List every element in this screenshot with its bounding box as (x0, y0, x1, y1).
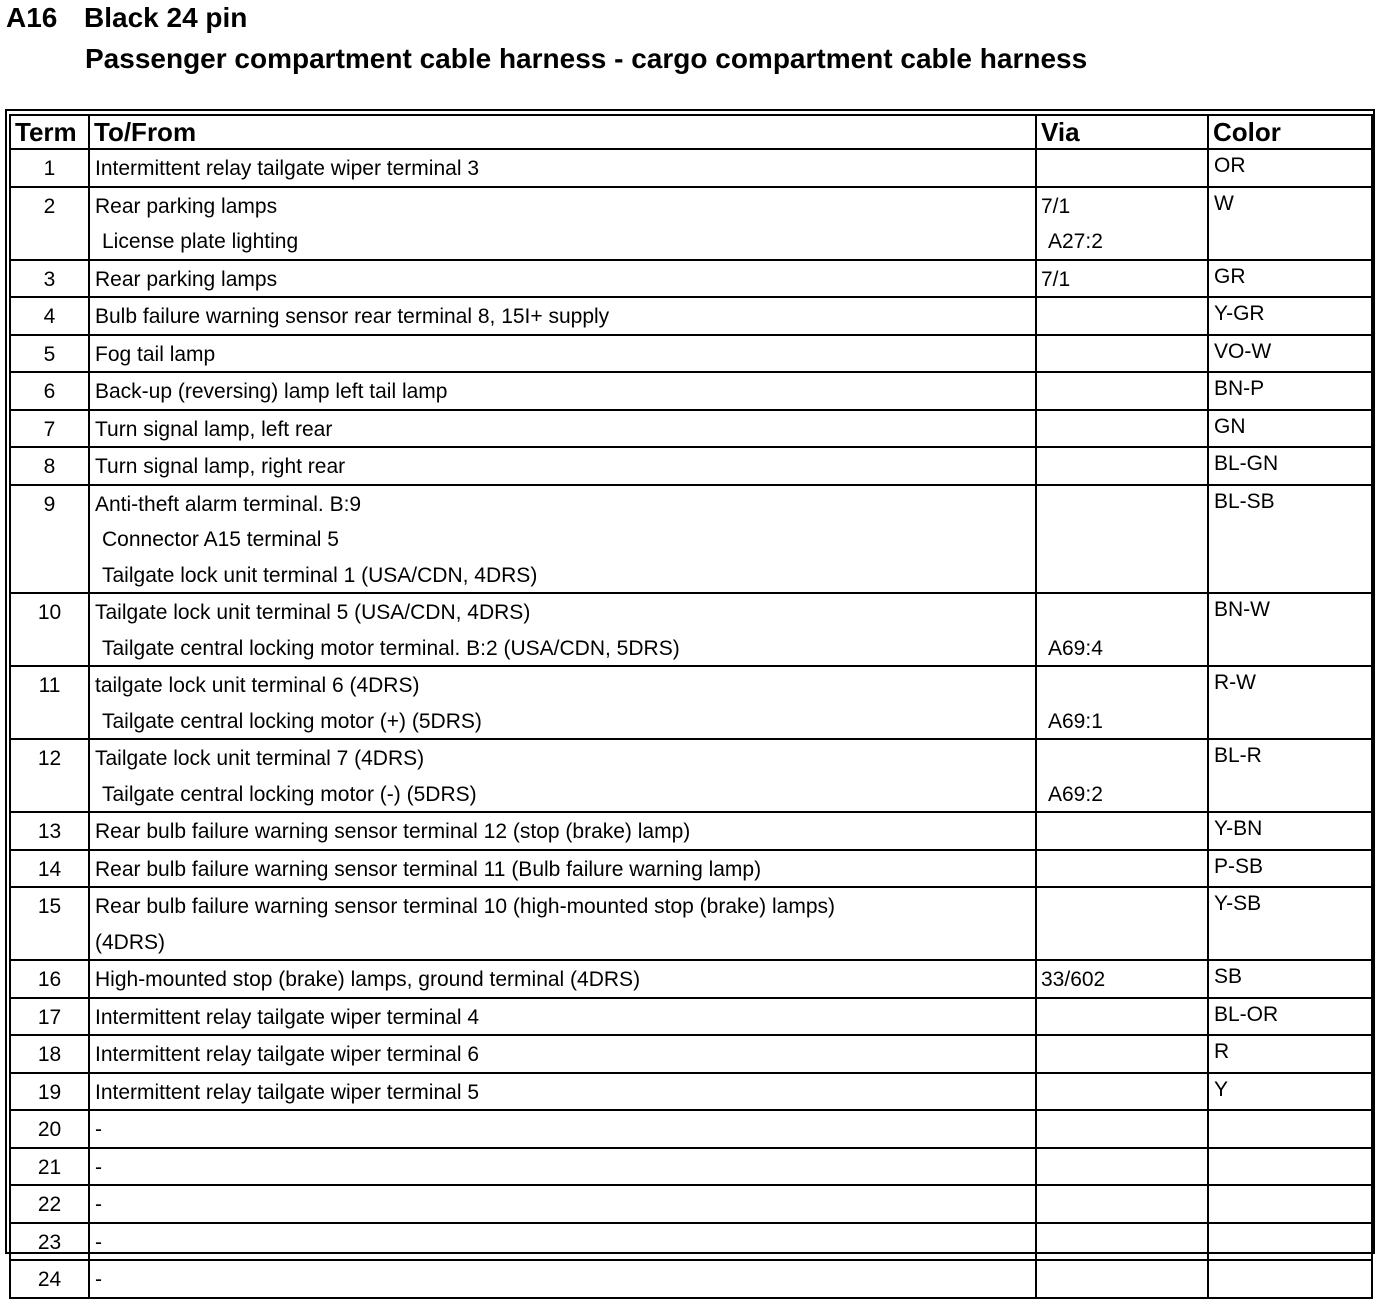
via-cell (1036, 1110, 1208, 1148)
via-cell (1036, 850, 1208, 888)
wire-color-code: BL-GN (1214, 452, 1279, 475)
term-cell (10, 410, 89, 448)
wire-color-code: BN-W (1214, 598, 1270, 621)
term-cell (10, 666, 89, 739)
to-from-text: Connector A15 terminal 5 (102, 528, 339, 551)
to-from-text: High-mounted stop (brake) lamps, ground terminal (4DRS) (95, 968, 641, 991)
table-row (10, 260, 1372, 298)
via-text (1037, 999, 1207, 1035)
wire-color-code (1209, 1261, 1371, 1297)
term-cell (10, 1148, 89, 1186)
via-text (1037, 888, 1207, 924)
via-cell (1036, 260, 1208, 298)
to-from-cell (89, 1073, 1036, 1111)
connector-description: Black 24 pin (84, 2, 248, 33)
term-number: 24 (37, 1268, 62, 1291)
table-row (10, 187, 1372, 260)
column-header-color: Color (1208, 115, 1372, 149)
table-row (10, 297, 1372, 335)
to-from-cell (89, 960, 1036, 998)
wire-color-code: R-W (1214, 671, 1256, 694)
via-text (1037, 411, 1207, 447)
via-text (1037, 486, 1207, 522)
table-row (10, 739, 1372, 812)
table-header-row (10, 115, 1372, 149)
wire-color-code (1209, 1111, 1371, 1147)
to-from-text: Intermittent relay tailgate wiper terminal 5 (95, 1080, 479, 1104)
wire-color-code: Y-BN (1214, 817, 1263, 840)
wire-color-cell (1208, 593, 1372, 666)
to-from-cell (89, 149, 1036, 187)
wire-color-code: BL-SB (1214, 489, 1275, 513)
via-text (1037, 1111, 1207, 1147)
to-from-text: Intermittent relay tailgate wiper terminal 4 (95, 1005, 479, 1029)
via-text (1037, 1261, 1207, 1297)
to-from-text: Intermittent relay tailgate wiper terminal 6 (95, 1043, 479, 1066)
wire-color-code: GR (1214, 264, 1246, 288)
wire-color-cell (1208, 1035, 1372, 1073)
wire-color-cell (1208, 960, 1372, 998)
via-cell (1036, 593, 1208, 666)
table-row (10, 998, 1372, 1036)
to-from-text: - (95, 1268, 102, 1291)
to-from-text: tailgate lock unit terminal 6 (4DRS) (95, 674, 420, 697)
term-number: 4 (43, 305, 56, 328)
via-text (1037, 740, 1207, 776)
to-from-cell (89, 850, 1036, 888)
to-from-text: Tailgate central locking motor (-) (5DRS) (102, 782, 477, 806)
term-cell (10, 998, 89, 1036)
term-cell (10, 850, 89, 888)
column-header-term: Term (10, 115, 89, 149)
term-number: 13 (37, 820, 62, 843)
term-cell (10, 372, 89, 410)
wire-color-cell (1208, 187, 1372, 260)
via-cell (1036, 297, 1208, 335)
to-from-text: - (95, 1230, 102, 1254)
wire-color-cell (1208, 887, 1372, 960)
table-row (10, 1035, 1372, 1073)
to-from-cell (89, 297, 1036, 335)
to-from-cell (89, 410, 1036, 448)
to-from-cell (89, 485, 1036, 594)
via-text (1037, 1224, 1207, 1260)
to-from-text: Rear parking lamps (95, 194, 278, 218)
via-cell (1036, 410, 1208, 448)
to-from-text: Back-up (reversing) lamp left tail lamp (95, 380, 448, 403)
wire-color-cell (1208, 739, 1372, 812)
via-text (1037, 1149, 1207, 1185)
via-cell (1036, 812, 1208, 850)
table-row (10, 812, 1372, 850)
term-cell (10, 260, 89, 298)
to-from-cell (89, 1185, 1036, 1223)
to-from-text: Rear bulb failure warning sensor terminal 11 (Bulb failure warning lamp) (95, 857, 762, 881)
via-cell (1036, 960, 1208, 998)
table-row (10, 1223, 1372, 1261)
term-number: 2 (43, 194, 56, 218)
term-number: 17 (37, 1005, 62, 1029)
to-from-text: Tailgate lock unit terminal 7 (4DRS) (95, 747, 425, 770)
via-cell (1036, 335, 1208, 373)
via-text (1037, 298, 1207, 334)
via-text (1037, 557, 1207, 593)
term-number: 18 (37, 1043, 62, 1066)
wire-color-code: SB (1214, 965, 1243, 988)
via-text (1037, 851, 1207, 887)
table-row (10, 410, 1372, 448)
table-row (10, 485, 1372, 594)
wire-color-code: R (1214, 1040, 1230, 1063)
table-row (10, 1148, 1372, 1186)
wire-color-cell (1208, 260, 1372, 298)
term-number: 3 (43, 267, 56, 291)
column-header-to-from: To/From (89, 115, 1036, 149)
term-cell (10, 812, 89, 850)
via-text: A69:1 (1048, 709, 1103, 733)
wire-color-cell (1208, 485, 1372, 594)
term-number: 19 (37, 1080, 62, 1104)
via-cell (1036, 1148, 1208, 1186)
term-cell (10, 887, 89, 960)
harness-title: Passenger compartment cable harness - cargo compartment cable harness (85, 43, 1088, 74)
wire-color-code (1209, 1224, 1371, 1260)
wire-color-cell (1208, 998, 1372, 1036)
term-number: 1 (43, 157, 56, 180)
column-header-via: Via (1036, 115, 1208, 149)
wire-color-code (1209, 1149, 1371, 1185)
via-text (1037, 521, 1207, 557)
pin-table (9, 114, 1373, 1299)
table-row (10, 850, 1372, 888)
to-from-text: Bulb failure warning sensor rear terminal 8, 15I+ supply (95, 305, 610, 328)
via-cell (1036, 447, 1208, 485)
via-text (1037, 1186, 1207, 1222)
wire-color-cell (1208, 335, 1372, 373)
wire-color-cell (1208, 1148, 1372, 1186)
wire-color-cell (1208, 1185, 1372, 1223)
term-number: 5 (43, 342, 56, 366)
wire-color-cell (1208, 297, 1372, 335)
via-text: 7/1 (1041, 267, 1071, 291)
to-from-text: Intermittent relay tailgate wiper terminal 3 (95, 157, 479, 180)
wire-color-code: GN (1214, 414, 1246, 438)
table-row (10, 1110, 1372, 1148)
to-from-cell (89, 998, 1036, 1036)
via-cell (1036, 372, 1208, 410)
term-number: 10 (37, 601, 62, 624)
to-from-text: Tailgate central locking motor terminal. B:2 (USA/CDN, 5DRS) (102, 636, 680, 660)
wire-color-cell (1208, 1223, 1372, 1261)
via-text (1037, 667, 1207, 703)
term-number: 21 (37, 1155, 62, 1179)
connector-heading (6, 2, 247, 34)
term-cell (10, 960, 89, 998)
term-number: 20 (37, 1118, 62, 1141)
wire-color-code: P-SB (1214, 854, 1264, 878)
term-cell (10, 1185, 89, 1223)
to-from-cell (89, 812, 1036, 850)
via-cell (1036, 149, 1208, 187)
wire-color-cell (1208, 372, 1372, 410)
wire-color-cell (1208, 850, 1372, 888)
to-from-cell (89, 1223, 1036, 1261)
to-from-text: License plate lighting (102, 230, 299, 253)
wire-color-cell (1208, 812, 1372, 850)
to-from-cell (89, 593, 1036, 666)
wire-color-code: W (1214, 191, 1234, 215)
via-text (1037, 336, 1207, 372)
via-text: A27:2 (1048, 230, 1103, 253)
term-cell (10, 335, 89, 373)
to-from-cell (89, 887, 1036, 960)
via-text (1037, 150, 1207, 186)
wire-color-code: BL-R (1214, 744, 1262, 767)
term-number: 11 (38, 674, 61, 697)
to-from-text: - (95, 1118, 102, 1141)
to-from-cell (89, 335, 1036, 373)
term-number: 16 (37, 968, 62, 991)
table-row (10, 666, 1372, 739)
via-text (1037, 448, 1207, 484)
via-cell (1036, 1073, 1208, 1111)
wire-color-code: OR (1214, 154, 1246, 177)
term-number: 7 (43, 417, 56, 441)
via-cell (1036, 1035, 1208, 1073)
table-row (10, 1073, 1372, 1111)
term-cell (10, 1110, 89, 1148)
to-from-cell (89, 1035, 1036, 1073)
pin-rows (10, 149, 1372, 1298)
table-row (10, 149, 1372, 187)
via-text (1037, 813, 1207, 849)
table-row (10, 335, 1372, 373)
to-from-cell (89, 187, 1036, 260)
wire-color-code (1209, 1186, 1371, 1222)
via-cell (1036, 887, 1208, 960)
wire-color-cell (1208, 666, 1372, 739)
term-cell (10, 739, 89, 812)
wire-color-cell (1208, 149, 1372, 187)
to-from-text: Tailgate lock unit terminal 1 (USA/CDN, 4DRS) (102, 563, 538, 587)
via-text: 7/1 (1041, 194, 1071, 218)
term-number: 23 (37, 1230, 62, 1254)
to-from-text: Rear bulb failure warning sensor terminal 12 (stop (brake) lamp) (95, 820, 691, 843)
via-text (1037, 594, 1207, 630)
to-from-text: - (95, 1193, 102, 1216)
term-cell (10, 593, 89, 666)
via-text: 33/602 (1041, 968, 1106, 991)
via-text (1037, 373, 1207, 409)
wire-color-code: Y-SB (1214, 892, 1262, 915)
to-from-cell (89, 260, 1036, 298)
term-number: 9 (43, 492, 56, 516)
term-cell (10, 297, 89, 335)
to-from-text: Rear parking lamps (95, 267, 278, 291)
term-cell (10, 447, 89, 485)
term-cell (10, 1073, 89, 1111)
term-number: 22 (37, 1193, 62, 1216)
wire-color-code: Y-GR (1214, 302, 1265, 325)
via-text (1037, 1036, 1207, 1072)
via-text: A69:2 (1048, 782, 1103, 806)
via-cell (1036, 998, 1208, 1036)
wire-color-code: BN-P (1214, 377, 1265, 400)
table-row (10, 372, 1372, 410)
wire-color-cell (1208, 447, 1372, 485)
via-cell (1036, 666, 1208, 739)
to-from-text: Tailgate lock unit terminal 5 (USA/CDN, 4DRS) (95, 601, 531, 624)
wire-color-cell (1208, 1073, 1372, 1111)
to-from-cell (89, 1148, 1036, 1186)
term-cell (10, 1223, 89, 1261)
table-row (10, 960, 1372, 998)
wire-color-code: Y (1214, 1077, 1229, 1101)
table-row (10, 1185, 1372, 1223)
to-from-cell (89, 739, 1036, 812)
to-from-text: Turn signal lamp, left rear (95, 417, 333, 441)
to-from-text: Fog tail lamp (95, 342, 216, 366)
via-cell (1036, 1185, 1208, 1223)
via-cell (1036, 187, 1208, 260)
to-from-text: Tailgate central locking motor (+) (5DRS) (102, 709, 482, 733)
term-number: 6 (43, 380, 56, 403)
term-cell (10, 485, 89, 594)
wire-color-code: VO-W (1214, 339, 1272, 363)
wire-color-cell (1208, 1110, 1372, 1148)
to-from-text: (4DRS) (95, 930, 166, 954)
to-from-cell (89, 372, 1036, 410)
to-from-cell (89, 447, 1036, 485)
via-text: A69:4 (1048, 636, 1103, 660)
term-number: 12 (37, 747, 62, 770)
via-text (1037, 1074, 1207, 1110)
to-from-cell (89, 1110, 1036, 1148)
term-number: 8 (43, 455, 56, 478)
wire-color-code: BL-OR (1214, 1002, 1279, 1026)
via-cell (1036, 739, 1208, 812)
term-number: 14 (37, 857, 62, 881)
to-from-text: Rear bulb failure warning sensor terminal 10 (high-mounted stop (brake) lamps) (95, 895, 836, 918)
to-from-text: Anti-theft alarm terminal. B:9 (95, 492, 362, 516)
to-from-cell (89, 666, 1036, 739)
via-cell (1036, 485, 1208, 594)
term-cell (10, 149, 89, 187)
via-cell (1036, 1223, 1208, 1261)
table-row (10, 593, 1372, 666)
term-number: 15 (37, 895, 62, 918)
to-from-text: - (95, 1155, 102, 1179)
to-from-text: Turn signal lamp, right rear (95, 455, 346, 478)
term-cell (10, 187, 89, 260)
connector-code: A16 (6, 2, 58, 33)
via-text (1037, 924, 1207, 960)
wire-color-cell (1208, 410, 1372, 448)
term-cell (10, 1035, 89, 1073)
table-row (10, 887, 1372, 960)
table-row (10, 447, 1372, 485)
